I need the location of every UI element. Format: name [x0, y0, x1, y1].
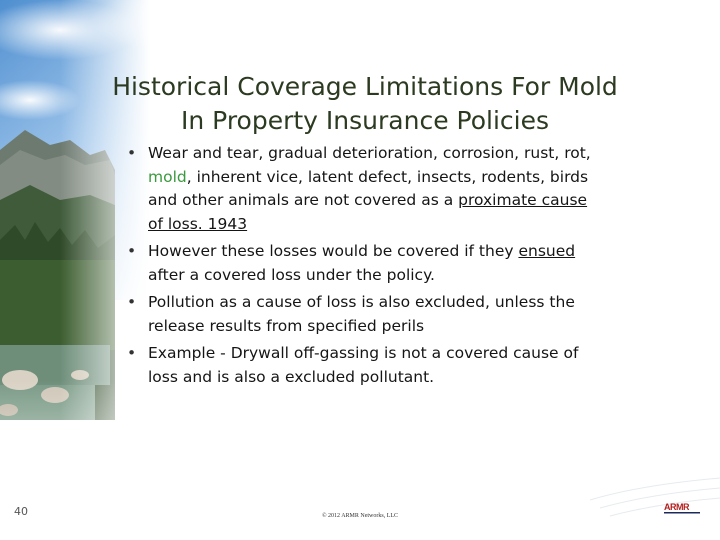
- bullet-text: Pollution as a cause of loss is also excluded, unless the release results from specified perils: [148, 293, 575, 335]
- proximate-cause-underline: proximate cause of loss. 1943: [148, 191, 588, 233]
- bullet-text: Wear and tear, gradual deterioration, corrosion, rust, rot,: [148, 144, 591, 162]
- bullet-item-ensued: [126, 240, 606, 287]
- logo-text: ARMR: [664, 502, 689, 512]
- bullet-item-exclusions: [126, 142, 606, 236]
- slide-title: [95, 70, 635, 138]
- bullet-text: after a covered loss under the policy.: [148, 265, 435, 284]
- bullet-text: , inherent vice, latent defect, insects, rodents, birds and other animals are not covered as a: [148, 167, 589, 209]
- bullet-text: However these losses would be covered if they: [148, 242, 519, 260]
- bullet-text: Example - Drywall off-gassing is not a covered cause of loss and is also a excluded pollutant.: [148, 344, 579, 386]
- ensued-underline: ensued: [518, 242, 576, 260]
- bullet-item-pollution: [126, 291, 606, 338]
- slide-title-line-2: In Property Insurance Policies: [181, 106, 549, 135]
- page-number: 40: [14, 505, 28, 518]
- copyright-notice: © 2012 ARMR Networks, LLC: [321, 513, 399, 519]
- bullet-item-drywall: [126, 342, 606, 389]
- logo-underline-icon: [664, 512, 700, 515]
- bullet-list: [126, 142, 606, 393]
- mold-highlight: mold: [148, 167, 187, 186]
- armr-logo: [664, 502, 704, 522]
- slide-title-line-1: Historical Coverage Limitations For Mold: [112, 72, 618, 101]
